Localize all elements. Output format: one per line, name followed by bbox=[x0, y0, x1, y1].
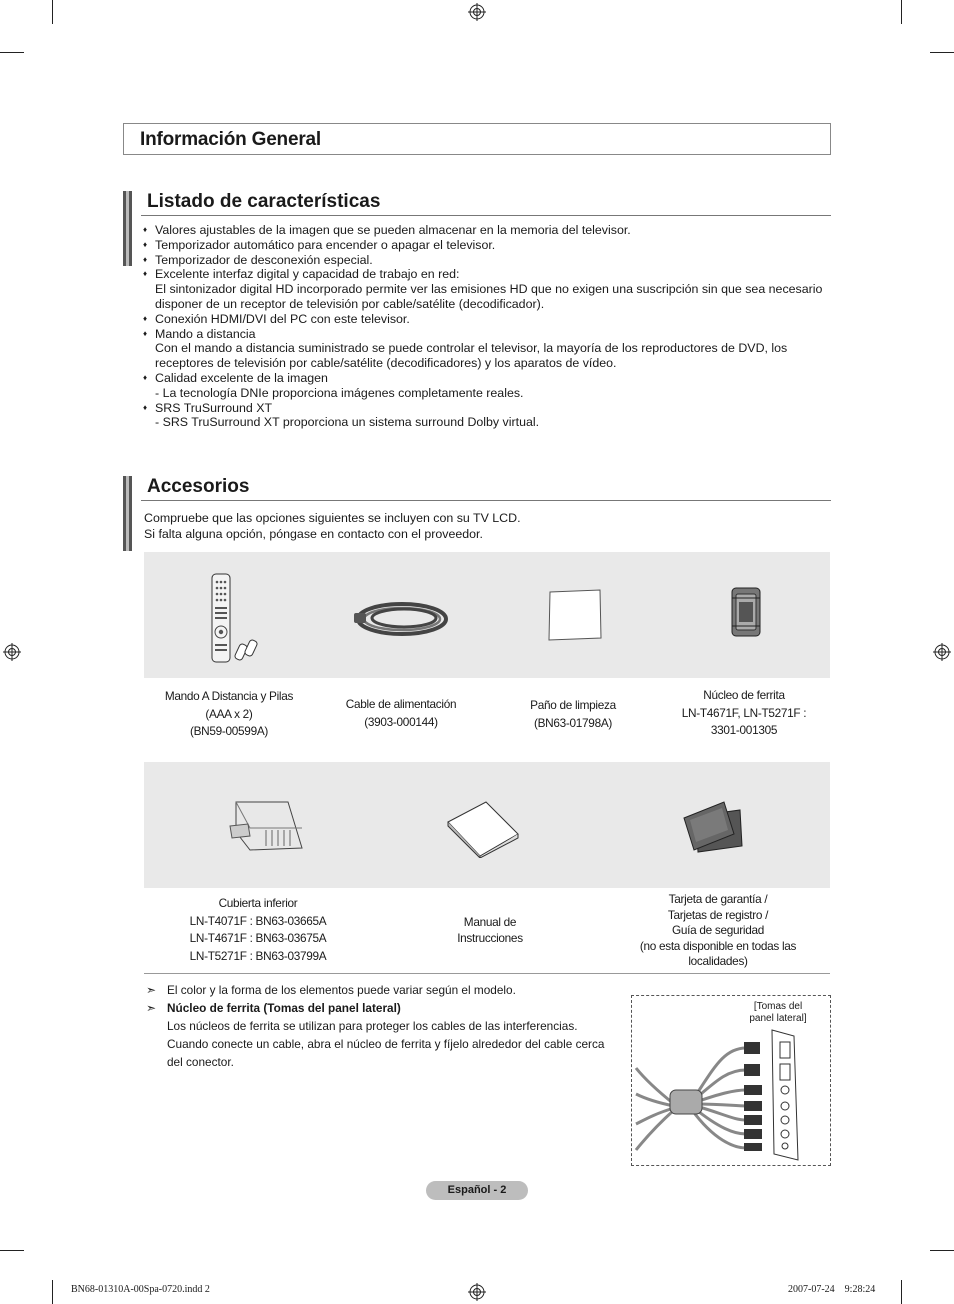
page-number-badge: Español - 2 bbox=[426, 1181, 528, 1200]
crop-mark bbox=[0, 52, 24, 53]
bottom-cover-icon bbox=[226, 798, 304, 854]
remote-control-icon bbox=[207, 572, 267, 664]
accessory-caption: Cubierta inferior LN-T4071F : BN63-03665A LN-T4671F : BN63-03675A LN-T5271F : BN63-03799A bbox=[189, 896, 327, 963]
accessory-caption: Paño de limpieza (BN63-01798A) bbox=[530, 698, 616, 730]
footer-timestamp: 2007-07-24 9:28:24 bbox=[788, 1284, 876, 1295]
note-text: Los núcleos de ferrita se utilizan para proteger los cables de las interferencias. bbox=[167, 1019, 578, 1033]
feature-item: ♦ Valores ajustables de la imagen que se pueden almacenar en la memoria del televisor. bbox=[143, 223, 833, 238]
footer-filename: BN68-01310A-00Spa-0720.indd 2 bbox=[71, 1284, 210, 1295]
registration-mark-icon bbox=[468, 1283, 486, 1301]
ferrite-core-icon bbox=[726, 584, 766, 640]
page-title: Información General bbox=[140, 129, 321, 150]
crop-mark bbox=[52, 1280, 53, 1304]
power-cable-icon bbox=[352, 598, 452, 640]
section-bar bbox=[123, 476, 132, 551]
feature-item: ♦ Calidad excelente de la imagen - La tecnología DNIe proporciona imágenes completamente reales. bbox=[143, 371, 833, 401]
warranty-card-icon bbox=[682, 800, 744, 854]
registration-mark-icon bbox=[933, 643, 951, 661]
note-text: El color y la forma de los elementos puede variar según el modelo. bbox=[167, 983, 516, 997]
section-rule bbox=[141, 215, 831, 216]
crop-mark bbox=[901, 0, 902, 24]
accessory-caption: Cable de alimentación (3903-000144) bbox=[345, 697, 457, 729]
registration-mark-icon bbox=[468, 3, 486, 21]
accessory-caption: Tarjeta de garantía / Tarjetas de registro / Guía de seguridad (no esta disponible en todas las localidades) bbox=[639, 892, 797, 968]
feature-item: ♦ Temporizador de desconexión especial. bbox=[143, 253, 833, 268]
section-bar bbox=[123, 191, 132, 266]
accessory-caption: Mando A Distancia y Pilas (AAA x 2) (BN59-00599A) bbox=[164, 689, 294, 738]
crop-mark bbox=[0, 1250, 24, 1251]
crop-mark bbox=[930, 52, 954, 53]
accessory-caption: Núcleo de ferrita LN-T4671F, LN-T5271F : 3301-001305 bbox=[681, 688, 807, 737]
registration-mark-icon bbox=[3, 643, 21, 661]
feature-item: ♦ Temporizador automático para encender o apagar el televisor. bbox=[143, 238, 833, 253]
note-text: Cuando conecte un cable, abra el núcleo de ferrita y fíjelo alrededor del cable cerca del conector. bbox=[167, 1037, 605, 1069]
note-arrow-icon: ➣ bbox=[146, 1001, 156, 1015]
note-heading: Núcleo de ferrita (Tomas del panel lateral) bbox=[167, 1001, 401, 1015]
notes bbox=[146, 981, 616, 1071]
section-title-features: Listado de características bbox=[147, 191, 381, 212]
crop-mark bbox=[930, 1250, 954, 1251]
feature-item: ♦ Mando a distancia Con el mando a distancia suministrado se puede controlar el televisor, la mayoría de los reproductores de DVD, los receptores de televisión por cable/satélite (decodificadores) y los aparatos de vídeo. bbox=[143, 327, 833, 371]
section-title-accessories: Accesorios bbox=[147, 476, 250, 497]
crop-mark bbox=[901, 1280, 902, 1304]
accessory-caption: Manual de Instrucciones bbox=[457, 915, 523, 945]
crop-mark bbox=[52, 0, 53, 24]
table-divider bbox=[144, 973, 830, 974]
header-box bbox=[123, 123, 831, 155]
feature-list bbox=[143, 223, 833, 430]
section-rule bbox=[141, 500, 831, 501]
note-arrow-icon: ➣ bbox=[146, 983, 156, 997]
side-panel-label: [Tomas del panel lateral] bbox=[749, 1001, 807, 1024]
feature-item: ♦ SRS TruSurround XT - SRS TruSurround XT proporciona un sistema surround Dolby virtual. bbox=[143, 401, 833, 431]
side-panel-cables-icon bbox=[634, 1028, 804, 1162]
accessories-intro: Compruebe que las opciones siguientes se incluyen con su TV LCD. Si falta alguna opción, póngase en contacto con el proveedor. bbox=[144, 511, 521, 541]
feature-item: ♦ Excelente interfaz digital y capacidad de trabajo en red: El sintonizador digital HD incorporado permite ver las emisiones HD que no exigen una suscripción sin que sea necesario disponer de un receptor de televisión por cable/satélite (decodificador). bbox=[143, 267, 833, 311]
manual-icon bbox=[446, 800, 520, 858]
cleaning-cloth-icon bbox=[546, 588, 604, 642]
feature-item: ♦ Conexión HDMI/DVI del PC con este televisor. bbox=[143, 312, 833, 327]
